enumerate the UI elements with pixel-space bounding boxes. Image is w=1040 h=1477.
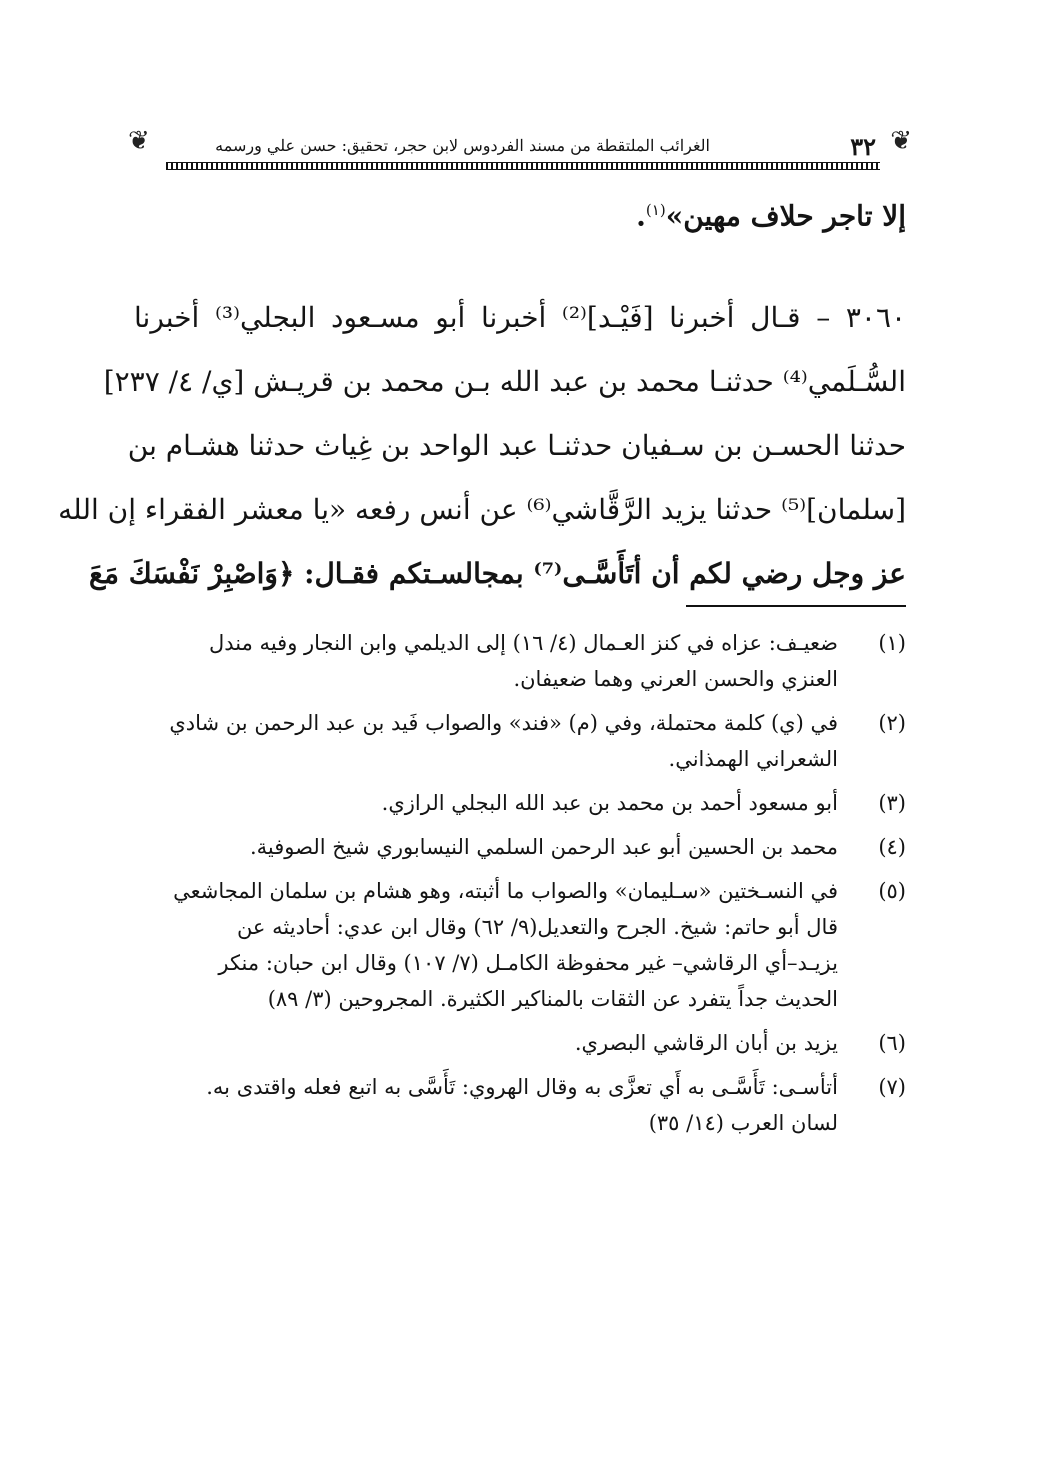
footnote-number: (٥) — [878, 879, 906, 903]
header-ornament-left-icon: ❦ — [128, 126, 150, 156]
footnote-number: (٣) — [878, 791, 906, 815]
footnote-line: يزيد بن أبان الرقاشي البصري. — [574, 1031, 838, 1055]
hadith-line: عز وجل رضي لكم أن أتَأَسَّـى⁽⁷⁾ بمجالسـتكم فقـال: ﴿وَاصْبِرْ نَفْسَكَ مَعَ — [89, 557, 906, 590]
footnote-line: لسان العرب (١٤/ ٣٥) — [648, 1111, 838, 1135]
footnote-line: محمد بن الحسين أبو عبد الرحمن السلمي النيسابوري شيخ الصوفية. — [249, 835, 838, 859]
footnote-3 — [126, 785, 906, 821]
hadith-line: ٣٠٦٠ – قـال أخبرنا [فَيْـد]⁽²⁾ أخبرنا أبو مسـعود البجلي⁽³⁾ أخبرنا — [134, 301, 907, 334]
footnote-line: الشعراني الهمذاني. — [668, 747, 838, 771]
footnote-line: الحديث جداً يتفرد عن الثقات بالمناكير الكثيرة. المجروحين (٣/ ٨٩) — [267, 987, 838, 1011]
running-title: الغرائب الملتقطة من مسند الفردوس لابن حجر، تحقيق: حسن علي ورسمه — [215, 136, 710, 155]
footnote-ref: (١) — [645, 201, 666, 219]
footnote-7 — [126, 1069, 906, 1141]
hadith-line: السُّـلَمي⁽⁴⁾ حدثنـا محمد بن عبد الله بـن محمد بن قريـش [ي/ ٤/ ٢٣٧] — [103, 365, 906, 398]
footnotes — [126, 625, 906, 1149]
continuation-paragraph — [134, 178, 906, 248]
footnote-separator — [686, 605, 906, 607]
footnote-1 — [126, 625, 906, 697]
footnote-line: ضعيـف: عزاه في كنز العـمال (٤/ ١٦) إلى الديلمي وابن النجار وفيه مندل — [209, 631, 838, 655]
footnote-line: في النسـختين «سـليمان» والصواب ما أثبته، وهو هشام بن سلمان المجاشعي — [173, 879, 838, 903]
footnote-number: (٧) — [878, 1075, 906, 1099]
header-ornament-right-icon: ❦ — [890, 126, 912, 156]
footnote-4 — [126, 829, 906, 865]
footnote-number: (٦) — [878, 1031, 906, 1055]
footnote-2 — [126, 705, 906, 777]
footnote-number: (١) — [878, 631, 906, 655]
hadith-line: [سلمان]⁽⁵⁾ حدثنا يزيد الرَّقَّاشي⁽⁶⁾ عن أنس رفعه «يا معشر الفقراء إن الله — [58, 493, 906, 526]
footnote-line: أتأسـى: تَأَسَّـى به أَي تعزَّى به وقال الهروي: تَأَسَّى به اتبع فعله واقتدى به. — [206, 1075, 838, 1099]
footnote-line: في (ي) كلمة محتملة، وفي (م) «فند» والصواب فَيد بن عبد الرحمن بن شادي — [169, 711, 838, 735]
footnote-6 — [126, 1025, 906, 1061]
page-number: ٣٢ — [850, 132, 876, 161]
footnote-5 — [126, 873, 906, 1017]
header-divider — [166, 162, 880, 170]
hadith-3060 — [58, 286, 907, 606]
footnote-line: أبو مسعود أحمد بن محمد بن عبد الله البجلي الرازي. — [381, 791, 838, 815]
footnote-line: قال أبو حاتم: شيخ. الجرح والتعديل(٩/ ٦٢) وقال ابن عدي: أحاديثه عن — [236, 915, 838, 939]
page-header — [130, 118, 910, 174]
footnote-line: العنزي والحسن العرني وهما ضعيفان. — [513, 667, 838, 691]
continuation-line: إلا تاجر حلاف مهين»$^{(١)}$. — [636, 199, 906, 233]
hadith-line: حدثنا الحسـن بن سـفيان حدثنـا عبد الواحد بن غِياث حدثنا هشـام بن — [127, 429, 906, 462]
footnote-number: (٢) — [878, 711, 906, 735]
footnote-line: يزيـد–أي الرقاشي– غير محفوظة الكامـل (٧/ ١٠٧) وقال ابن حبان: منكر — [218, 951, 838, 975]
footnote-number: (٤) — [878, 835, 906, 859]
